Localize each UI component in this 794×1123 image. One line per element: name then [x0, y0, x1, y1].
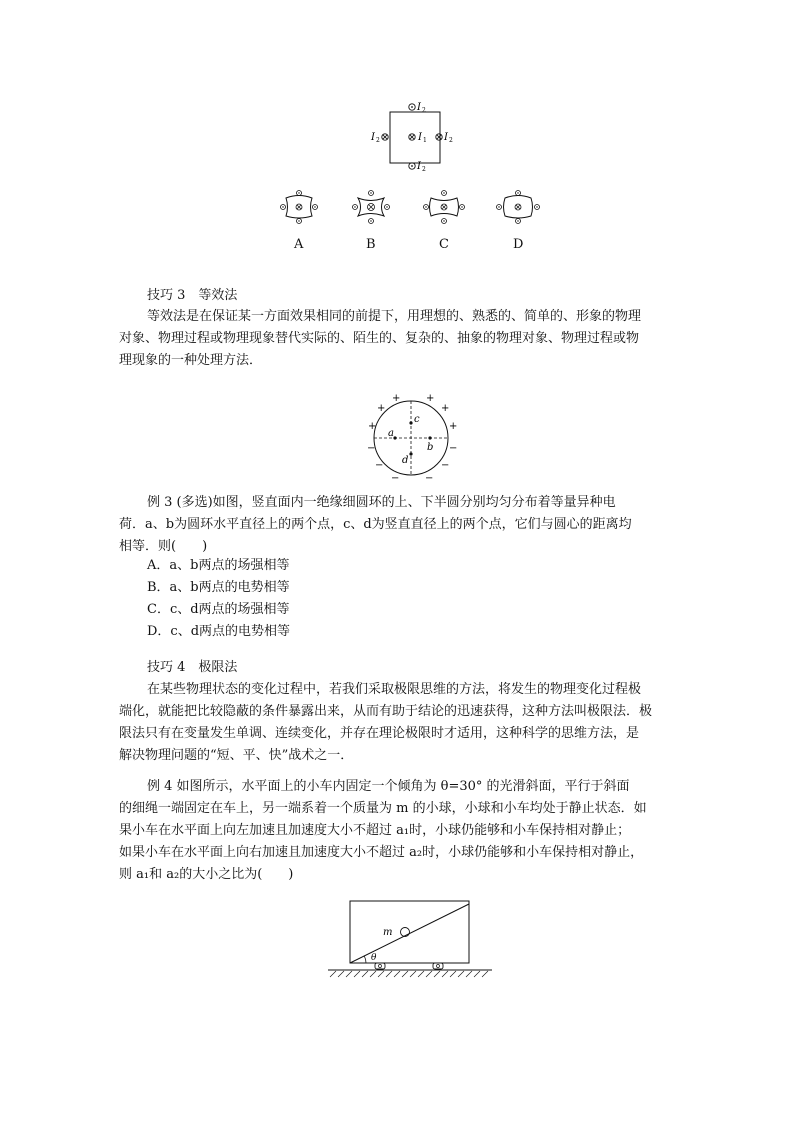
- option-a-label: A: [294, 237, 304, 252]
- example3-option-b[interactable]: B．a、b两点的电势相等: [147, 580, 290, 595]
- tip4-line-1: 在某些物理状态的变化过程中，若我们采取极限思维的方法，将发生的物理变化过程极: [147, 682, 642, 697]
- label-center-current-sub: 1: [423, 137, 427, 144]
- example4-line-3: 果小车在水平面上向左加速且加速度大小不超过 a₁时，小球仍能够和小车保持相对静止；: [119, 823, 631, 838]
- tip4-heading: 技巧 4 极限法: [147, 660, 238, 675]
- tip4-line-3: 限法只有在变量发生单调、连续变化，并存在理论极限时才适用，这种科学的思维方法，是: [119, 726, 640, 741]
- point-d-label: d: [402, 455, 409, 466]
- square-loop-figure: [360, 95, 470, 185]
- tip4-line-4: 解决物理问题的“短、平、快”战术之一．: [119, 748, 354, 763]
- mass-label: m: [383, 927, 393, 938]
- label-top-current-sub: 2: [422, 107, 426, 114]
- example4-line-4: 如果小车在水平面上向右加速且加速度大小不超过 a₂时，小球仍能够和小车保持相对静止，: [119, 845, 644, 860]
- label-bottom-current: I: [417, 161, 421, 172]
- minus-sign: −: [425, 473, 434, 484]
- label-right-current-sub: 2: [449, 137, 453, 144]
- minus-sign: −: [375, 460, 384, 471]
- example4-line-2: 的细绳一端固定在车上，另一端系着一个质量为 m 的小球，小球和小车均处于静止状态．如: [119, 801, 647, 816]
- minus-sign: −: [367, 443, 376, 454]
- cart-incline-figure: [326, 898, 496, 980]
- charged-ring-figure: [364, 392, 460, 484]
- option-b-figure: [350, 187, 392, 227]
- plus-sign: +: [441, 403, 450, 414]
- plus-sign: +: [449, 421, 458, 432]
- point-b-label: b: [427, 442, 434, 453]
- option-a-figure: [278, 187, 320, 227]
- example3-option-a[interactable]: A．a、b两点的场强相等: [147, 558, 290, 573]
- plus-sign: +: [426, 393, 435, 404]
- minus-sign: −: [391, 473, 400, 484]
- option-c-label: C: [439, 237, 449, 252]
- label-bottom-current-sub: 2: [422, 166, 426, 173]
- example3-option-d[interactable]: D．c、d两点的电势相等: [147, 624, 291, 639]
- label-top-current: I: [417, 102, 421, 113]
- plus-sign: +: [377, 403, 386, 414]
- option-d-label: D: [513, 237, 524, 252]
- tip3-line-1: 等效法是在保证某一方面效果相同的前提下，用理想的、熟悉的、简单的、形象的物理: [147, 309, 642, 324]
- example3-line-2: 荷．a、b为圆环水平直径上的两个点，c、d为竖直直径上的两个点，它们与圆心的距离均: [119, 517, 632, 532]
- label-left-current-sub: 2: [376, 137, 380, 144]
- example4-line-5: 则 a₁和 a₂的大小之比为( ): [119, 867, 294, 882]
- example3-line-3: 相等．则( ): [119, 539, 208, 554]
- minus-sign: −: [441, 460, 450, 471]
- example3-stem: [119, 492, 632, 558]
- tip4-line-2: 端化，就能把比较隐蔽的条件暴露出来，从而有助于结论的迅速获得，这种方法叫极限法．极: [119, 704, 653, 719]
- option-b-label: B: [366, 237, 376, 252]
- point-a-label: a: [388, 428, 394, 439]
- plus-sign: +: [392, 393, 401, 404]
- tip3-line-2: 对象、物理过程或物理现象替代实际的、陌生的、复杂的、抽象的物理对象、物理过程或物: [119, 331, 640, 346]
- plus-sign: +: [368, 421, 377, 432]
- example3-line-1: 例 3 (多选)如图，竖直面内一绝缘细圆环的上、下半圆分别均匀分布着等量异种电: [147, 495, 616, 510]
- example4-stem: [119, 776, 647, 886]
- point-c-label: c: [414, 414, 420, 425]
- tip3-heading: 技巧 3 等效法: [147, 288, 238, 303]
- label-left-current: I: [371, 132, 375, 143]
- option-d-figure: [496, 187, 540, 227]
- tip3-paragraph: [119, 306, 641, 372]
- label-right-current: I: [444, 132, 448, 143]
- angle-label: θ: [371, 953, 377, 963]
- tip4-paragraph: [119, 679, 652, 767]
- label-center-current: I: [418, 132, 422, 143]
- tip3-line-3: 理现象的一种处理方法．: [119, 353, 263, 368]
- option-c-figure: [423, 187, 465, 227]
- minus-sign: −: [449, 443, 458, 454]
- example3-option-c[interactable]: C．c、d两点的场强相等: [147, 602, 290, 617]
- example4-line-1: 例 4 如图所示，水平面上的小车内固定一个倾角为 θ=30° 的光滑斜面，平行于斜面: [147, 779, 630, 794]
